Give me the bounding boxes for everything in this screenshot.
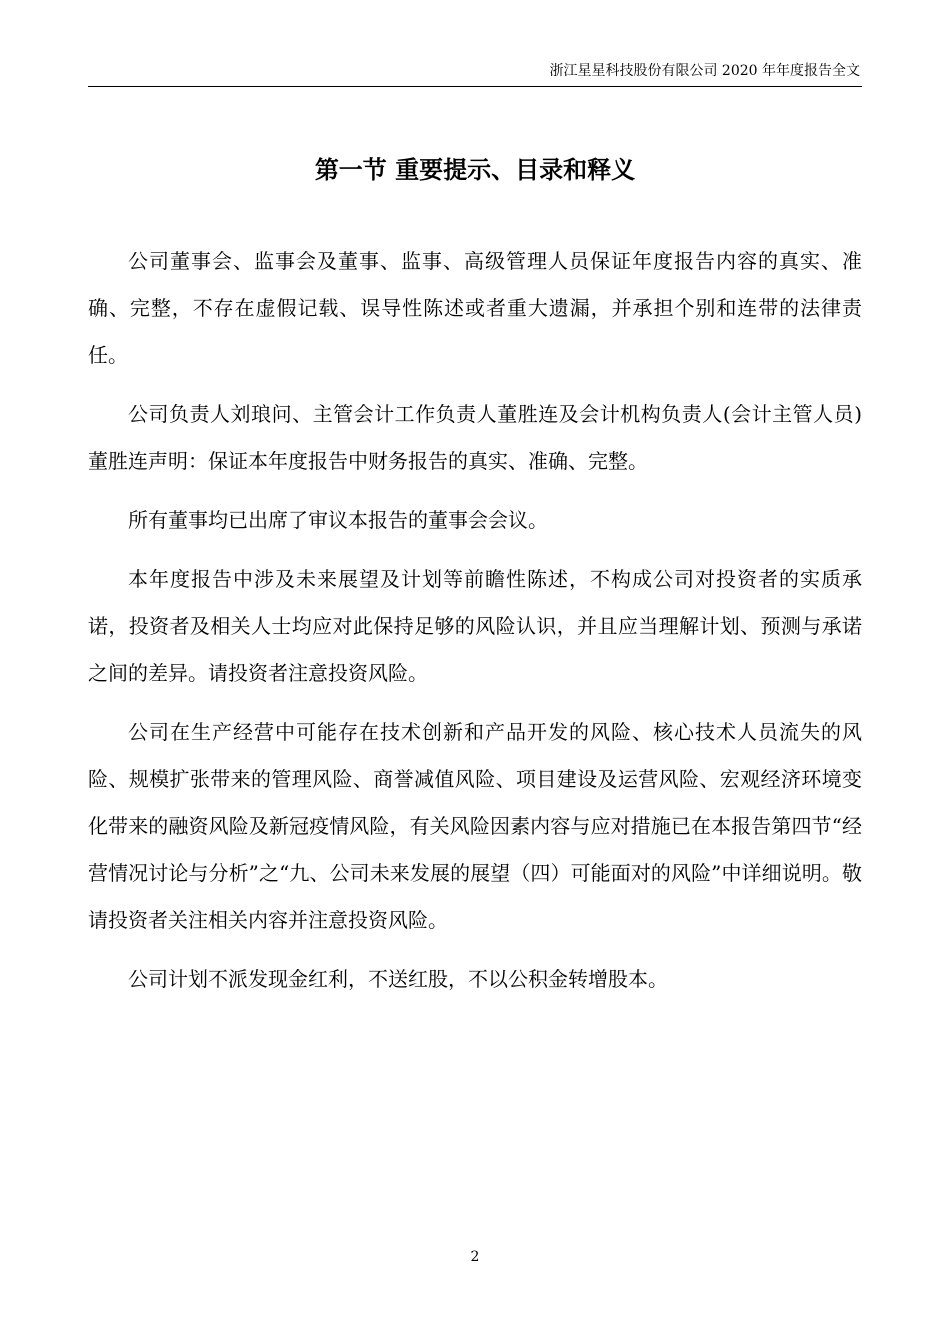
- paragraph-forward-looking-statement: 本年度报告中涉及未来展望及计划等前瞻性陈述，不构成公司对投资者的实质承诺，投资者及相关人士均应对此保持足够的风险认识，并且应当理解计划、预测与承诺之间的差异。请投资者注意投资风险。: [88, 567, 862, 685]
- report-header-title: 浙江星星科技股份有限公司 2020 年年度报告全文: [549, 63, 860, 79]
- header-divider: [88, 86, 862, 87]
- paragraph-dividend-plan: 公司计划不派发现金红利，不送红股，不以公积金转增股本。: [128, 967, 668, 991]
- page-number: 2: [470, 1249, 480, 1265]
- body-text: [88, 238, 862, 1015]
- paragraph-risk-factors: 公司在生产经营中可能存在技术创新和产品开发的风险、核心技术人员流失的风险、规模扩张带来的管理风险、商誉减值风险、项目建设及运营风险、宏观经济环境变化带来的融资风险及新冠疫情风险，有关风险因素内容与应对措施已在本报告第四节“经营情况讨论与分析”之“九、公司未来发展的展望（四）可能面对的风险”中详细说明。敬请投资者关注相关内容并注意投资风险。: [88, 720, 862, 932]
- paragraph-board-attendance: 所有董事均已出席了审议本报告的董事会会议。: [128, 508, 548, 532]
- paragraph-financial-statement-declaration: 公司负责人刘琅问、主管会计工作负责人董胜连及会计机构负责人(会计主管人员)董胜连声明：保证本年度报告中财务报告的真实、准确、完整。: [88, 402, 862, 473]
- paragraph-board-guarantee: 公司董事会、监事会及董事、监事、高级管理人员保证年度报告内容的真实、准确、完整，不存在虚假记载、误导性陈述或者重大遗漏，并承担个别和连带的法律责任。: [88, 249, 862, 367]
- section-title: 第一节 重要提示、目录和释义: [314, 155, 636, 184]
